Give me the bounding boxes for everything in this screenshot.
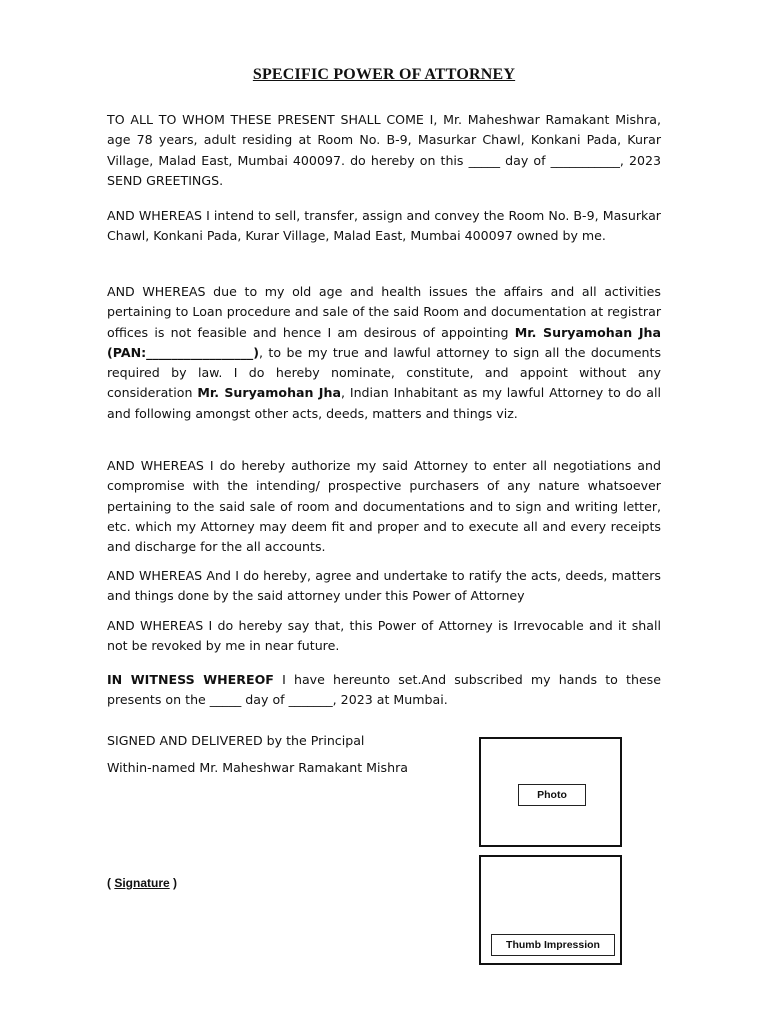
thumb-impression-box bbox=[479, 855, 622, 965]
paragraph-appointment bbox=[107, 282, 661, 424]
within-named-line: Within-named Mr. Maheshwar Ramakant Mishra bbox=[107, 760, 408, 775]
signature-paren-close: ) bbox=[169, 876, 178, 890]
witness-heading: IN WITNESS WHEREOF bbox=[107, 672, 274, 687]
attorney-name: Mr. Suryamohan Jha bbox=[197, 385, 341, 401]
photo-box bbox=[479, 737, 622, 847]
paragraph-authorization: AND WHEREAS I do hereby authorize my said Attorney to enter all negotiations and compromise with the intending/ prospective purchasers of any nature whatsoever pertaining to the said sale of room and documentations and to sign and writing letter, etc. which my Attorney may deem fit and proper and to execute all and every receipts and discharge for the all accounts. bbox=[107, 458, 661, 555]
signed-delivered-line: SIGNED AND DELIVERED by the Principal bbox=[107, 733, 365, 748]
appointment-text-3: , Indian Inhabitant as my lawful Attorney to do all and following amongst other acts, deeds, matters and things viz. bbox=[107, 385, 662, 421]
photo-label: Photo bbox=[518, 784, 586, 806]
paragraph-greetings: TO ALL TO WHOM THESE PRESENT SHALL COME I, Mr. Maheshwar Ramakant Mishra, age 78 years, adult residing at Room No. B-9, Masurkar Chawl, Konkani Pada, Kurar Village, Malad East, Mumbai 400097. do hereby on this _____ day of ___________, 2023 SEND GREETINGS. bbox=[107, 112, 661, 188]
signature-paren-open: ( bbox=[107, 876, 115, 890]
paragraph-intent-to-sell: AND WHEREAS I intend to sell, transfer, assign and convey the Room No. B-9, Masurkar Chawl, Konkani Pada, Kurar Village, Malad East, Mumbai 400097 owned by me. bbox=[107, 208, 661, 244]
paragraph-witness bbox=[107, 670, 661, 711]
appointment-text-1: AND WHEREAS due to my old age and health issues the affairs and all activities pertaining to Loan procedure and sale of the said Room and documentation at registrar offices is not feasible and hence I am desirous of appointing bbox=[107, 284, 661, 340]
thumb-impression-label: Thumb Impression bbox=[491, 934, 615, 956]
appointment-text-2: , to be my true and lawful attorney to sign all the documents required by law. I do hereby nominate, constitute, and appoint without any consideration bbox=[107, 344, 661, 401]
document-title: SPECIFIC POWER OF ATTORNEY bbox=[252, 66, 516, 83]
attorney-name-pan: Mr. Suryamohan Jha (PAN:_________________) bbox=[107, 324, 661, 360]
paragraph-irrevocable: AND WHEREAS I do hereby say that, this Power of Attorney is Irrevocable and it shall not be revoked by me in near future. bbox=[107, 618, 661, 654]
signature-word: Signature bbox=[114, 876, 170, 890]
witness-text: I have hereunto set.And subscribed my hands to these presents on the _____ day of _______, 2023 at Mumbai. bbox=[107, 672, 661, 708]
signature-label bbox=[107, 876, 177, 890]
paragraph-ratify: AND WHEREAS And I do hereby, agree and undertake to ratify the acts, deeds, matters and things done by the said attorney under this Power of Attorney bbox=[107, 568, 661, 604]
